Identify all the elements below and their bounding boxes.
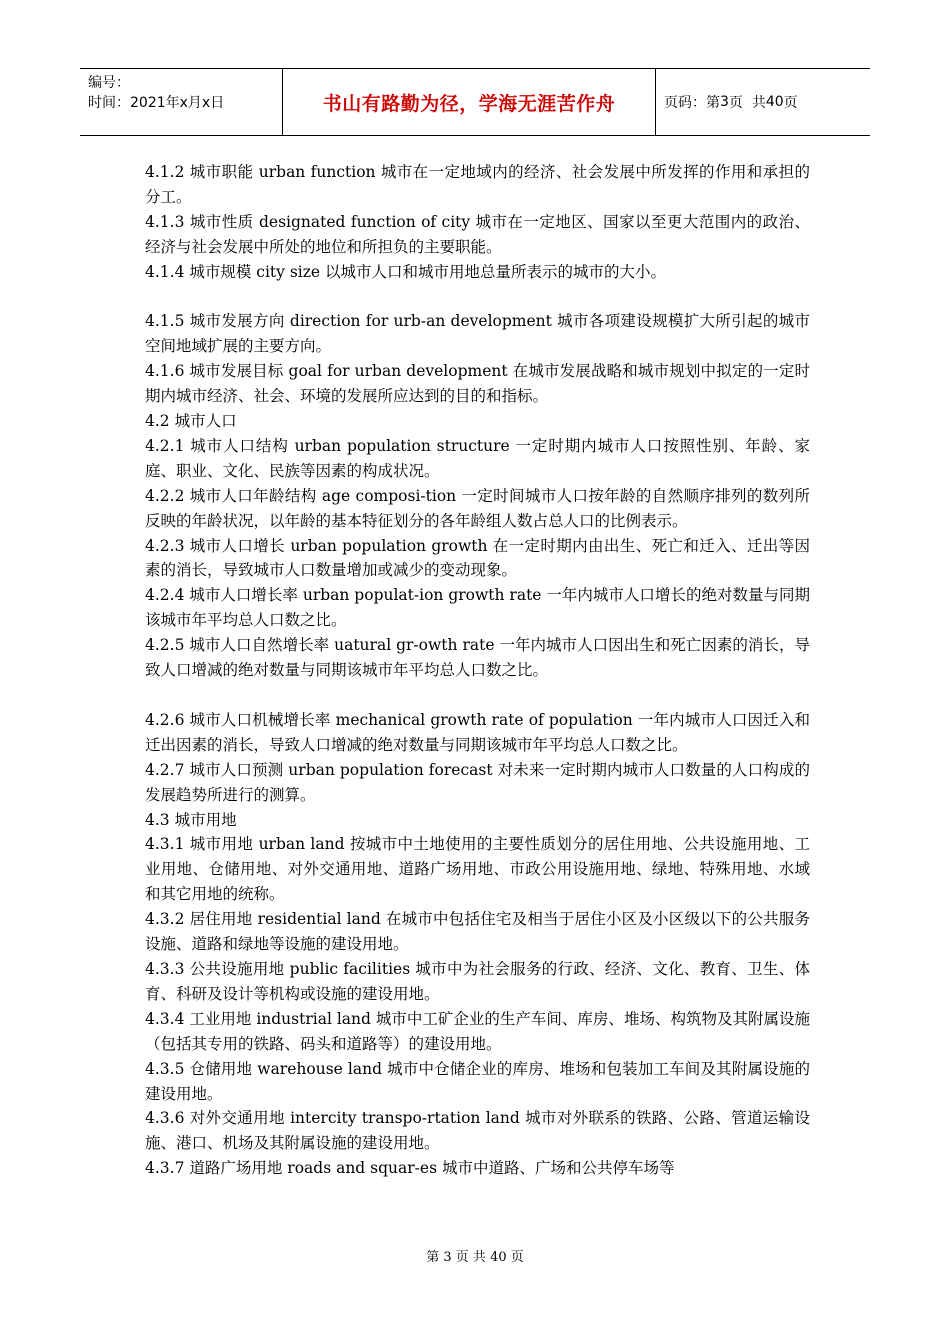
section-heading: 4.3 城市用地: [145, 810, 237, 829]
paragraph: 4.3.3 公共设施用地 public facilities 城市中为社会服务的行政、经济、文化、教育、卫生、体育、科研及设计等机构或设施的建设用地。: [145, 959, 810, 1003]
paragraph: 4.3.2 居住用地 residential land 在城市中包括住宅及相当于居住小区及小区级以下的公共服务设施、道路和绿地等设施的建设用地。: [145, 910, 810, 954]
document-body: [145, 160, 810, 1181]
page-current: 3: [720, 94, 729, 110]
paragraph: 4.1.4 城市规模 city size 以城市人口和城市用地总量所表示的城市的大小。: [145, 262, 667, 281]
footer-prefix: 第: [426, 1250, 444, 1265]
paragraph: 4.1.2 城市职能 urban function 城市在一定地域内的经济、社会发展中所发挥的作用和承担的分工。: [145, 163, 810, 206]
paragraph: 4.2.3 城市人口增长 urban population growth 在一定时期内由出生、死亡和迁入、迁出等因素的消长，导致城市人口数量增加或减少的变动现象。: [145, 536, 810, 580]
paragraph: 4.2.6 城市人口机械增长率 mechanical growth rate of population 一年内城市人口因迁入和迁出因素的消长，导致人口增减的绝对数量与同期该城市年平均总人口数之比。: [145, 710, 810, 754]
footer-current: 3: [443, 1250, 452, 1265]
paragraph: 4.2.4 城市人口增长率 urban populat-ion growth rate 一年内城市人口增长的绝对数量与同期该城市年平均总人口数之比。: [145, 586, 810, 630]
paragraph: 4.2.1 城市人口结构 urban population structure 一定时期内城市人口按照性别、年龄、家庭、职业、文化、民族等因素的构成状况。: [145, 436, 810, 480]
page-mid: 页 共: [728, 95, 766, 111]
header-meta: [80, 69, 282, 135]
paragraph: 4.2.2 城市人口年龄结构 age composi-tion 一定时间城市人口按年龄的自然顺序排列的数列所反映的年龄状况，以年龄的基本特征划分的各年龄组人数占总人口的比例表示。: [145, 486, 810, 530]
paragraph: 4.1.6 城市发展目标 goal for urban development 在城市发展战略和城市规划中拟定的一定时期内城市经济、社会、环境的发展所应达到的目的和指标。: [145, 362, 810, 406]
paragraph: 4.3.1 城市用地 urban land 按城市中土地使用的主要性质划分的居住用地、公共设施用地、工业用地、仓储用地、对外交通用地、道路广场用地、市政公用设施用地、绿地、特殊用地、水域和其它用地的统称。: [145, 835, 810, 904]
paragraph: 4.1.3 城市性质 designated function of city 城市在一定地区、国家以至更大范围内的政治、经济与社会发展中所处的地位和所担负的主要职能。: [145, 212, 810, 256]
page-total: 40: [765, 94, 784, 110]
document-number-label: 编号：: [88, 75, 130, 91]
blank-line: [145, 285, 810, 310]
footer-total: 40: [490, 1250, 507, 1265]
footer-suffix: 页: [506, 1250, 524, 1265]
paragraph: 4.3.7 道路广场用地 roads and squar-es 城市中道路、广场和公共停车场等: [145, 1159, 675, 1178]
footer-mid: 页 共: [451, 1250, 491, 1265]
paragraph: 4.1.5 城市发展方向 direction for urb-an development 城市各项建设规模扩大所引起的城市空间地域扩展的主要方向。: [145, 312, 810, 356]
page-suffix: 页: [783, 95, 798, 111]
blank-line: [145, 683, 810, 708]
paragraph: 4.3.5 仓储用地 warehouse land 城市中仓储企业的库房、堆场和包装加工车间及其附属设施的建设用地。: [145, 1059, 810, 1103]
page-footer: [0, 1246, 950, 1265]
paragraph: 4.3.4 工业用地 industrial land 城市中工矿企业的生产车间、库房、堆场、构筑物及其附属设施（包括其专用的铁路、码头和道路等）的建设用地。: [145, 1009, 810, 1053]
page-label: 页码：第: [664, 95, 720, 111]
paragraph: 4.2.5 城市人口自然增长率 uatural gr-owth rate 一年内城市人口因出生和死亡因素的消长，导致人口增减的绝对数量与同期该城市年平均总人口数之比。: [145, 636, 810, 680]
section-heading: 4.2 城市人口: [145, 412, 237, 431]
page-header: [80, 68, 870, 136]
header-motto-cell: [282, 69, 656, 135]
document-date-label: 时间：2021年x月x日: [88, 95, 225, 111]
header-motto: 书山有路勤为径，学海无涯苦作舟: [322, 92, 616, 115]
paragraph: 4.3.6 对外交通用地 intercity transpo-rtation land 城市对外联系的铁路、公路、管道运输设施、港口、机场及其附属设施的建设用地。: [145, 1109, 810, 1153]
header-page-number: [656, 69, 870, 135]
paragraph: 4.2.7 城市人口预测 urban population forecast 对未来一定时期内城市人口数量的人口构成的发展趋势所进行的测算。: [145, 760, 810, 804]
